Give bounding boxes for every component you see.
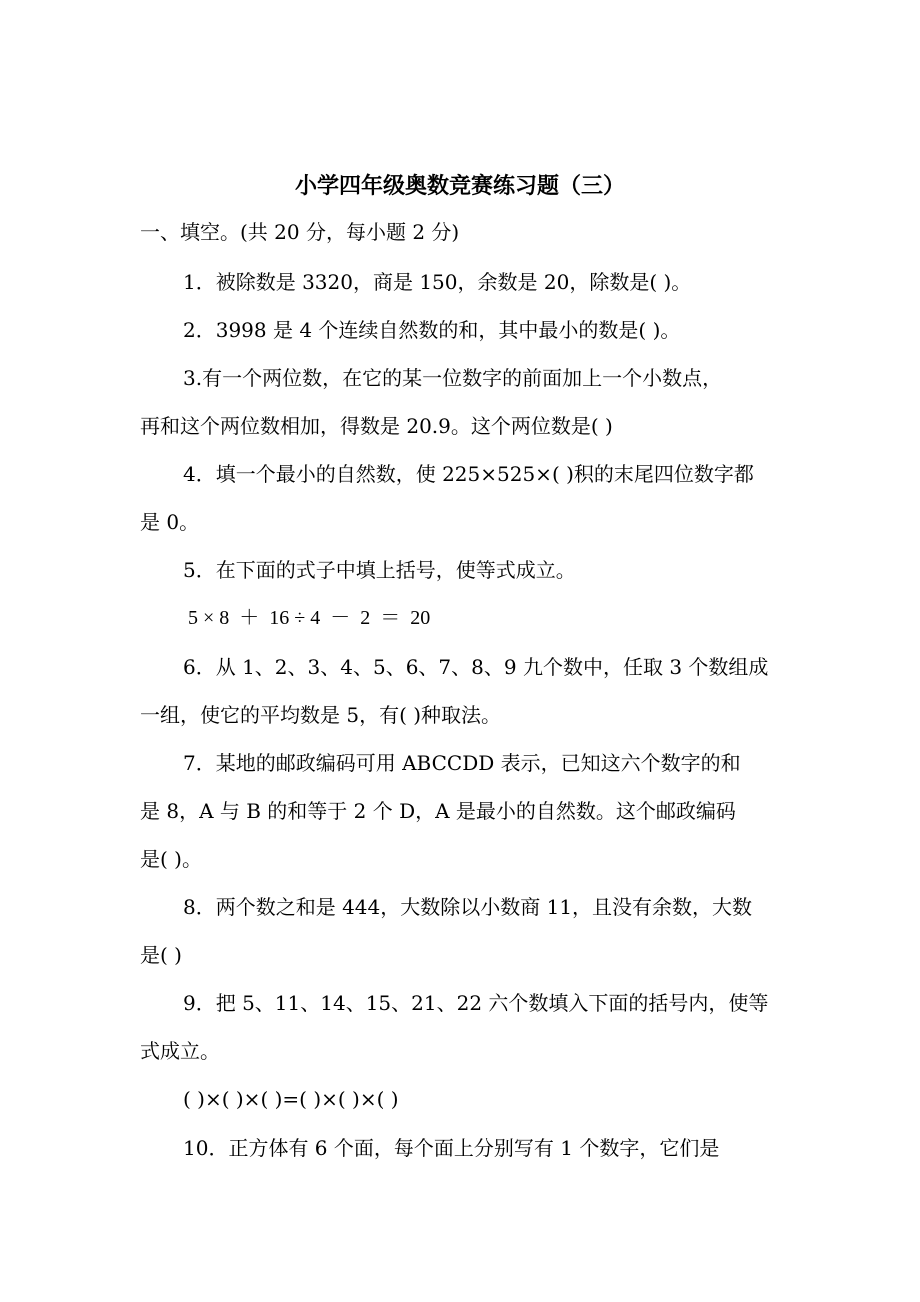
question-1: 1．被除数是 3320，商是 150，余数是 20，除数是( )。 bbox=[183, 270, 692, 294]
question-9-formula: ( )×( )×( )=( )×( )×( ) bbox=[183, 1087, 399, 1111]
question-3-line-2: 再和这个两位数相加，得数是 20.9。这个两位数是( ) bbox=[140, 414, 613, 438]
question-8-line-2: 是( ) bbox=[140, 943, 182, 967]
question-8-line-1: 8．两个数之和是 444，大数除以小数商 11，且没有余数，大数 bbox=[183, 895, 753, 919]
question-2: 2．3998 是 4 个连续自然数的和，其中最小的数是( )。 bbox=[183, 318, 681, 342]
question-4-line-1: 4．填一个最小的自然数，使 225×525×( )积的末尾四位数字都 bbox=[183, 462, 754, 486]
question-10-line-1: 10．正方体有 6 个面，每个面上分别写有 1 个数字，它们是 bbox=[183, 1136, 720, 1160]
question-5: 5．在下面的式子中填上括号，使等式成立。 bbox=[183, 558, 576, 582]
question-7-line-3: 是( )。 bbox=[140, 847, 202, 871]
question-5-formula: 5 × 8 ＋ 16 ÷ 4 － 2 ＝ 20 bbox=[188, 607, 431, 629]
question-7-line-2: 是 8，A 与 B 的和等于 2 个 D，A 是最小的自然数。这个邮政编码 bbox=[140, 799, 736, 823]
question-4-line-2: 是 0。 bbox=[140, 510, 200, 534]
question-9-line-2: 式成立。 bbox=[140, 1039, 220, 1063]
question-6-line-2: 一组，使它的平均数是 5，有( )种取法。 bbox=[140, 703, 502, 727]
question-7-line-1: 7．某地的邮政编码可用 ABCCDD 表示，已知这六个数字的和 bbox=[183, 751, 741, 775]
page-title: 小学四年级奥数竞赛练习题（三） bbox=[294, 173, 625, 199]
question-6-line-1: 6．从 1、2、3、4、5、6、7、8、9 九个数中，任取 3 个数组成 bbox=[183, 655, 769, 679]
section-heading: 一、填空。(共 20 分，每小题 2 分) bbox=[140, 220, 460, 244]
question-3-line-1: 3.有一个两位数，在它的某一位数字的前面加上一个小数点， bbox=[183, 366, 723, 390]
question-9-line-1: 9．把 5、11、14、15、21、22 六个数填入下面的括号内，使等 bbox=[183, 991, 769, 1015]
